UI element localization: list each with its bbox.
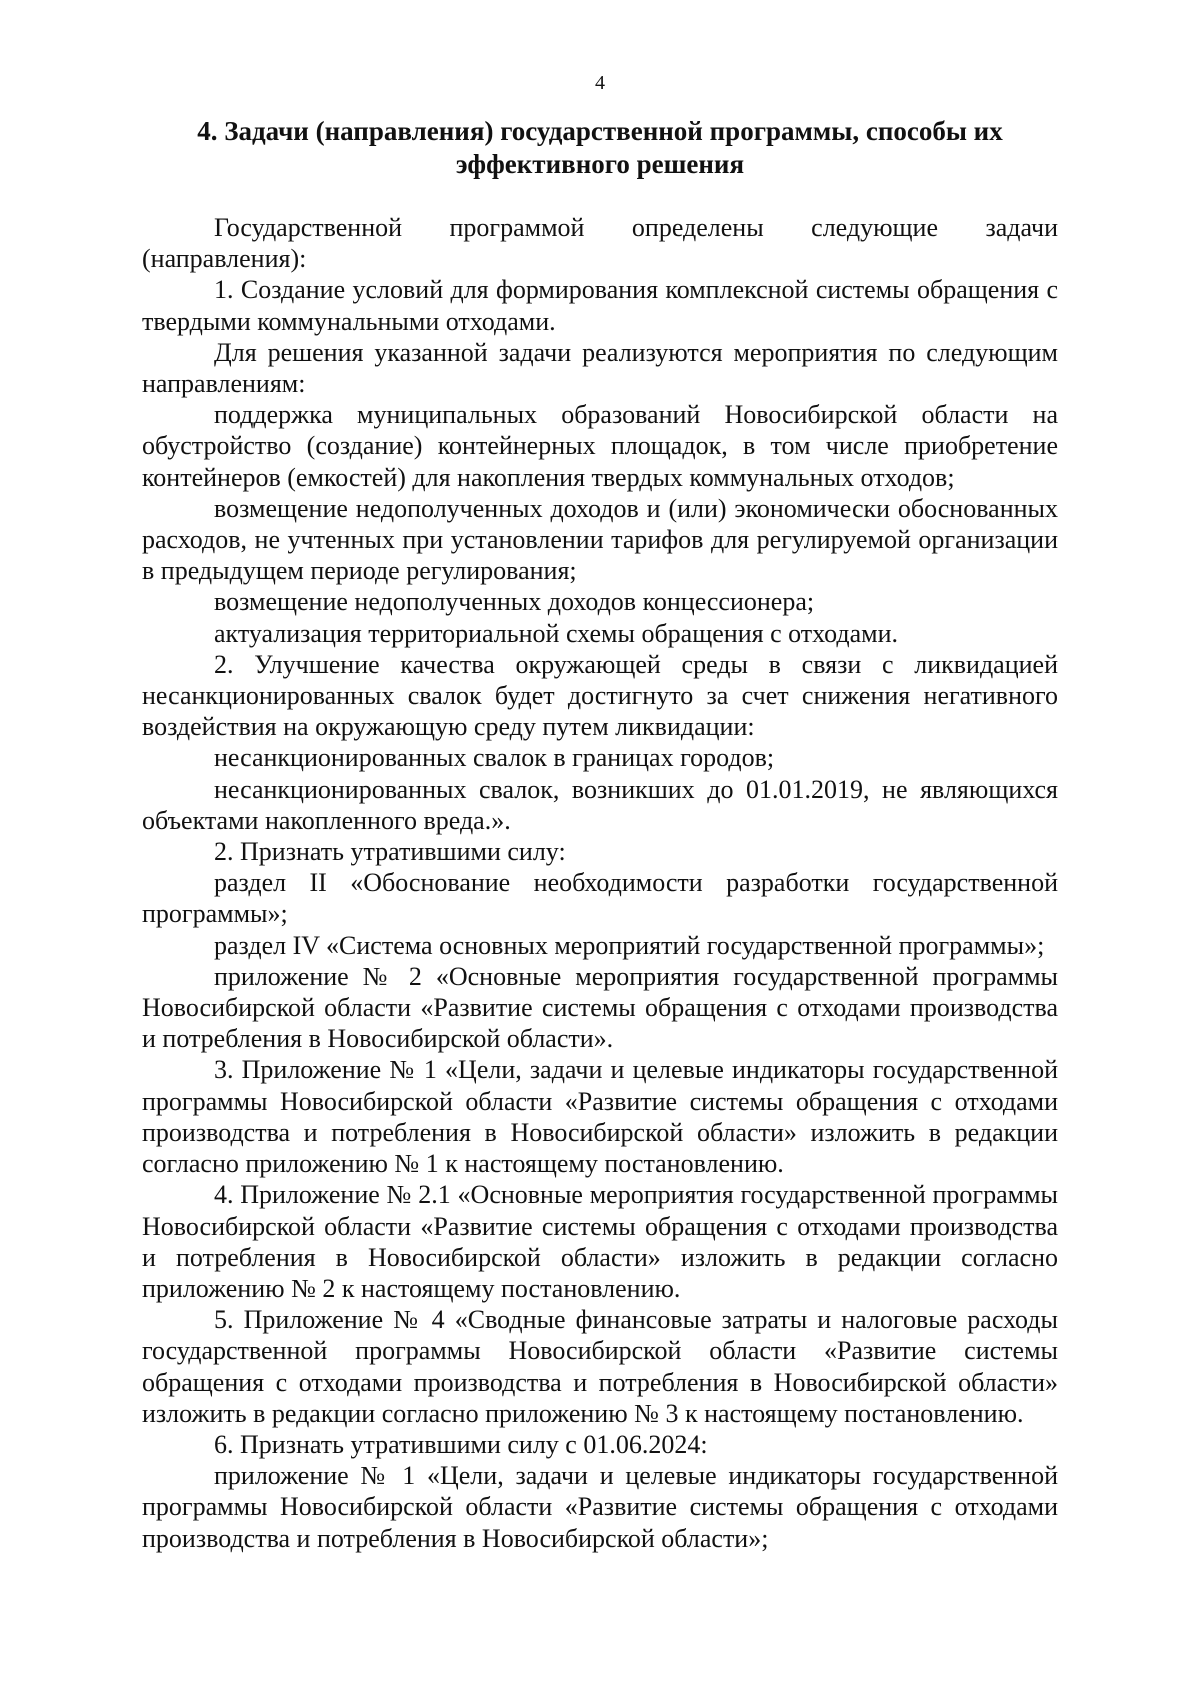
section-heading-line-2: эффективного решения	[455, 149, 745, 179]
paragraph: Государственной программой определены следующие задачи (направления):	[142, 213, 1058, 274]
paragraph: несанкционированных свалок, возникших до 01.01.2019, не являющихся объектами накопленного вреда.».	[142, 774, 1058, 835]
paragraph: 3. Приложение № 1 «Цели, задачи и целевые индикаторы государственной программы Новосибирской области «Развитие системы обращения с отходами производства и потребления в Новосибирской области» изложить в редакции согласно приложению № 1 к настоящему постановлению.	[142, 1055, 1058, 1179]
paragraph: возмещение недополученных доходов концессионера;	[214, 587, 815, 617]
paragraph: 2. Признать утратившими силу:	[214, 837, 566, 867]
page-number: 4	[595, 72, 605, 94]
paragraph: 2. Улучшение качества окружающей среды в связи с ликвидацией несанкционированных свалок будет достигнуто за счет снижения негативного воздействия на окружающую среду путем ликвидации:	[142, 649, 1058, 742]
paragraph: 6. Признать утратившими силу с 01.06.2024:	[214, 1429, 708, 1459]
paragraph: приложение № 1 «Цели, задачи и целевые индикаторы государственной программы Новосибирской области «Развитие системы обращения с отходами производства и потребления в Новосибирской области»;	[142, 1461, 1058, 1553]
paragraph: возмещение недополученных доходов и (или) экономически обоснованных расходов, не учтенных при установлении тарифов для регулируемой организации в предыдущем периоде регулирования;	[142, 493, 1058, 586]
paragraph: актуализация территориальной схемы обращения с отходами.	[214, 618, 899, 648]
paragraph: 5. Приложение № 4 «Сводные финансовые затраты и налоговые расходы государственной программы Новосибирской области «Развитие системы обращения с отходами производства и потребления в Новосибирской области» изложить в редакции согласно приложению № 3 к настоящему постановлению.	[142, 1305, 1058, 1428]
paragraph: раздел II «Обоснование необходимости разработки государственной программы»;	[142, 868, 1058, 929]
paragraph: 4. Приложение № 2.1 «Основные мероприятия государственной программы Новосибирской области «Развитие системы обращения с отходами производства и потребления в Новосибирской области» изложить в редакции согласно приложению № 2 к настоящему постановлению.	[142, 1180, 1058, 1303]
paragraph: Для решения указанной задачи реализуются мероприятия по следующим направлениям:	[142, 337, 1058, 399]
document-body	[142, 212, 1058, 1554]
paragraph: несанкционированных свалок в границах городов;	[214, 743, 775, 773]
paragraph: раздел IV «Система основных мероприятий государственной программы»;	[214, 930, 1045, 960]
section-heading	[140, 115, 1060, 181]
paragraph: приложение № 2 «Основные мероприятия государственной программы Новосибирской области «Развитие системы обращения с отходами производства и потребления в Новосибирской области».	[142, 961, 1058, 1054]
section-heading-line-1: 4. Задачи (направления) государственной программы, способы их	[197, 116, 1003, 146]
paragraph: 1. Создание условий для формирования комплексной системы обращения с твердыми коммунальными отходами.	[142, 275, 1058, 336]
paragraph: поддержка муниципальных образований Новосибирской области на обустройство (создание) контейнерных площадок, в том числе приобретение контейнеров (емкостей) для накопления твердых коммунальных отходов;	[142, 400, 1058, 492]
